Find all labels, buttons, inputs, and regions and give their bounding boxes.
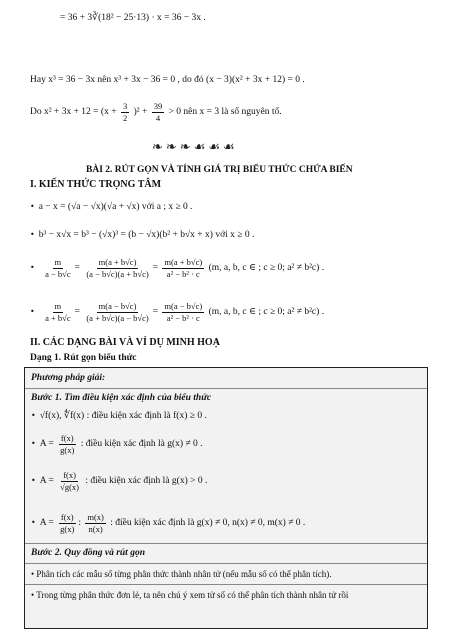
fraction-denominator: g(x) [60,523,75,534]
fraction-denominator: a − b√c [45,268,71,279]
step-1-title [31,394,211,404]
condition-fraction-text: : điều kiện xác định là g(x) ≠ 0 . [80,439,203,450]
step-2-point-2: • Trong từng phân thức đơn lẻ, ta nên chú ý xem tử số có thể phân tích thành nhân tử rồi [31,590,349,600]
fraction-numerator: f(x) [60,512,74,522]
condition-root-text: √f(x), ∜f(x) : điều kiện xác định là f(x) ≥ 0 . [39,411,207,421]
fraction-numerator: 3 [122,101,128,111]
fraction-denominator: 4 [155,112,161,123]
fraction-numerator: m(a + b√c) [164,257,203,267]
fraction-numerator: m(x) [87,512,104,522]
bullet-icon: • [31,439,36,449]
fraction-numerator: m [54,257,62,267]
lesson-heading: BÀI 2. RÚT GỌN VÀ TÍNH GIÁ TRỊ BIỂU THỨC CHỨA BIẾN [86,165,353,175]
division-sign: : [78,518,81,529]
fraction [58,513,76,533]
method-title: Phương pháp giải: [31,373,106,383]
formula-2 [30,231,254,241]
fraction [58,434,76,454]
fraction-denominator: (a − b√c)(a + b√c) [86,268,149,279]
fraction-numerator: m(a − b√c) [98,301,137,311]
intro-line-3-mid: )² + [133,107,148,118]
formula-3-condition: (m, a, b, c ∈ ; c ≥ 0; a² ≠ b²c) . [208,263,325,274]
divider [25,388,427,389]
fraction-denominator: (a + b√c)(a − b√c) [86,312,149,323]
divider [25,563,427,564]
step-2-title: Bước 2. Quy đồng và rút gọn [31,548,145,558]
bullet-icon: • [30,263,35,273]
fraction-denominator: 2 [122,112,128,123]
condition-fraction-lhs: A = [39,439,54,450]
condition-root-denominator-lhs: A = [39,476,54,487]
condition-root-denominator-text: : điều kiện xác định là g(x) > 0 . [85,476,208,487]
intro-line-3-start: Do x² + 3x + 12 = (x + [30,107,117,118]
fraction [84,258,150,278]
ornament-divider-icon: ❧❧❧☙☙☙ [152,140,238,155]
fraction [58,471,81,491]
fraction-numerator: 39 [153,101,163,111]
formula-3: • $\frac{m}{a - b√c}$ = $\frac{m(a + b√c)}{(a - b√c)(a + b√c)}$ = $\frac{m(a + b√c)}{\text{a² − b² · c}}$ (m, a, b, c ∈ ; c ≥ 0; a² ≠ b²c) . [30,257,325,279]
fraction [84,302,150,322]
bullet-icon: • [31,518,36,528]
fraction [162,302,204,322]
condition-root-denominator [31,471,207,491]
step-1-title-text: Bước 1. Tìm điều kiện xác định của biểu thức [31,393,212,403]
fraction-denominator: √g(x) [60,481,79,492]
fraction-denominator: g(x) [60,444,75,455]
divider [25,584,427,585]
condition-fraction [31,434,203,454]
bullet-icon: • [30,230,35,239]
fraction-denominator: a + b√c [45,312,71,323]
fraction [85,513,106,533]
problem-type-1: Dạng 1. Rút gọn biểu thức [30,353,137,363]
condition-quotient-lhs: A = [39,518,54,529]
fraction [162,258,204,278]
intro-line-3-end: > 0 nên x = 3 là số nguyên tố. [168,107,282,118]
fraction-numerator: m(a + b√c) [98,257,137,267]
fraction-denominator: n(x) [88,523,103,534]
fraction [152,102,165,122]
fraction [43,302,73,322]
bullet-icon: • [31,411,36,420]
fraction-numerator: m(a − b√c) [164,301,203,311]
intro-line-2: Hay x³ = 36 − 3x nên x³ + 3x − 36 = 0 , do đó (x − 3)(x² + 3x + 12) = 0 . [30,75,305,85]
bullet-icon: • [31,476,36,486]
fraction [43,258,73,278]
bullet-icon: • [30,202,35,211]
bullet-icon: • [30,307,35,317]
fraction-numerator: m [54,301,62,311]
condition-quotient [31,513,305,533]
formula-1-text: a − x = (√a − √x)(√a + √x) với a ; x ≥ 0 . [38,202,193,212]
formula-2-text: b³ − x√x = b³ − (√x)³ = (b − √x)(b² + b√x + x) với x ≥ 0 . [38,230,255,240]
condition-quotient-text: : điều kiện xác định là g(x) ≠ 0, n(x) ≠ 0, m(x) ≠ 0 . [110,518,306,529]
fraction-denominator: a² − b² · c [166,268,200,279]
step-2-point-1: • Phân tích các mẫu số từng phân thức thành nhân tử (nếu mẫu số có thể phân tích). [31,569,332,579]
section-2-title: II. CÁC DẠNG BÀI VÀ VÍ DỤ MINH HOẠ [30,337,220,348]
fraction-denominator: a² − b² · c [166,312,200,323]
formula-1 [30,203,193,213]
condition-root [31,412,207,422]
intro-line-3 [30,102,282,122]
method-box [24,367,428,629]
fraction [121,102,129,122]
formula-4-condition: (m, a, b, c ∈ ; c ≥ 0; a² ≠ b²c) . [208,307,325,318]
formula-4: • $\frac{m}{a + b√c}$ = $\frac{m(a - b√c)}{(a + b√c)(a - b√c)}$ = $\frac{m(a - b√c)}{\text{a² − b² · c}}$ (m, a, b, c ∈ ; c ≥ 0; a² ≠ b²c) . [30,301,325,323]
fraction-numerator: f(x) [60,433,74,443]
section-1-title: I. KIẾN THỨC TRỌNG TÂM [30,179,162,190]
divider [25,543,427,544]
fraction-numerator: f(x) [63,470,76,480]
intro-line-1: = 36 + 3∛(18² − 25·13) · x = 36 − 3x . [60,13,206,23]
